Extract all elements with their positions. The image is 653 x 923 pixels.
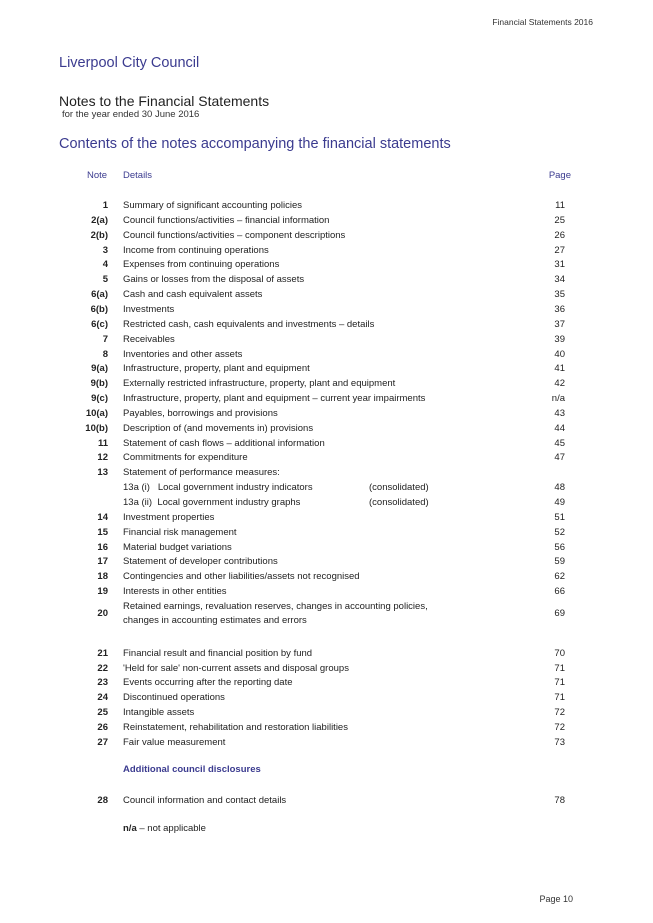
toc-details: Commitments for expenditure bbox=[123, 452, 248, 463]
contents-heading: Contents of the notes accompanying the financial statements bbox=[59, 136, 451, 152]
toc-details: Council information and contact details bbox=[123, 795, 287, 806]
toc-row bbox=[0, 585, 653, 599]
toc-page: 70 bbox=[554, 648, 565, 659]
toc-details: Infrastructure, property, plant and equipment bbox=[123, 363, 310, 374]
toc-page: 41 bbox=[554, 363, 565, 374]
toc-page: 44 bbox=[554, 423, 565, 434]
toc-note-number: 6(c) bbox=[91, 319, 108, 330]
running-header: Financial Statements 2016 bbox=[492, 17, 593, 27]
toc-details: Payables, borrowings and provisions bbox=[123, 408, 278, 419]
toc-sub-qualifier: (consolidated) bbox=[369, 482, 429, 493]
toc-page: 48 bbox=[554, 482, 565, 493]
toc-row bbox=[0, 600, 653, 628]
toc-details: Summary of significant accounting policies bbox=[123, 200, 303, 211]
toc-details: Gains or losses from the disposal of assets bbox=[123, 274, 305, 285]
toc-note-number: 27 bbox=[97, 737, 108, 748]
toc-note-number: 26 bbox=[97, 722, 108, 733]
toc-page: 59 bbox=[554, 556, 565, 567]
toc-page: 43 bbox=[554, 408, 565, 419]
toc-sub-details: 13a (i) Local government industry indicators bbox=[123, 482, 313, 493]
toc-row bbox=[0, 362, 653, 376]
toc-row bbox=[0, 288, 653, 302]
toc-note-number: 25 bbox=[97, 707, 108, 718]
toc-subrow bbox=[0, 496, 653, 510]
toc-details: Income from continuing operations bbox=[123, 245, 269, 256]
toc-page: 45 bbox=[554, 438, 565, 449]
toc-row bbox=[0, 392, 653, 406]
toc-page: 69 bbox=[554, 608, 565, 619]
toc-page: 36 bbox=[554, 304, 565, 315]
toc-note-number: 10(a) bbox=[85, 408, 108, 419]
toc-note-number: 13 bbox=[97, 467, 108, 478]
na-abbreviation: n/a bbox=[123, 823, 137, 834]
toc-details: Fair value measurement bbox=[123, 737, 226, 748]
toc-row bbox=[0, 422, 653, 436]
toc-note-number: 10(b) bbox=[85, 423, 108, 434]
toc-page: 73 bbox=[554, 737, 565, 748]
toc-page: 37 bbox=[554, 319, 565, 330]
toc-page: 51 bbox=[554, 512, 565, 523]
toc-details: Externally restricted infrastructure, property, plant and equipment bbox=[123, 378, 396, 389]
toc-note-number: 2(b) bbox=[90, 230, 108, 241]
toc-page: 47 bbox=[554, 452, 565, 463]
toc-sub-qualifier: (consolidated) bbox=[369, 497, 429, 508]
toc-page: 27 bbox=[554, 245, 565, 256]
toc-page: 78 bbox=[554, 795, 565, 806]
toc-details: Reinstatement, rehabilitation and restoration liabilities bbox=[123, 722, 348, 733]
toc-details: Description of (and movements in) provisions bbox=[123, 423, 314, 434]
column-header-note: Note bbox=[87, 170, 108, 181]
toc-details: Discontinued operations bbox=[123, 692, 225, 703]
toc-note-number: 12 bbox=[97, 452, 108, 463]
toc-note-number: 6(a) bbox=[91, 289, 108, 300]
toc-details: Investments bbox=[123, 304, 175, 315]
toc-page: 42 bbox=[554, 378, 565, 389]
toc-note-number: 1 bbox=[102, 200, 108, 211]
toc-row bbox=[0, 214, 653, 228]
toc-row bbox=[0, 244, 653, 258]
toc-details: Statement of performance measures: bbox=[123, 467, 280, 478]
period-subtitle: for the year ended 30 June 2016 bbox=[62, 109, 200, 120]
toc-row bbox=[0, 437, 653, 451]
document-title: Notes to the Financial Statements bbox=[59, 93, 270, 109]
toc-details: Council functions/activities – financial information bbox=[123, 215, 330, 226]
toc-note-number: 22 bbox=[97, 663, 108, 674]
toc-page: 72 bbox=[554, 722, 565, 733]
toc-row bbox=[0, 526, 653, 540]
toc-note-number: 8 bbox=[102, 349, 108, 360]
toc-page: 11 bbox=[555, 200, 565, 211]
toc-page: 56 bbox=[554, 542, 565, 553]
na-legend bbox=[123, 823, 206, 834]
toc-row bbox=[0, 676, 653, 690]
toc-row bbox=[0, 407, 653, 421]
page-number: Page 10 bbox=[539, 894, 573, 904]
toc-row bbox=[0, 706, 653, 720]
toc-subrow bbox=[0, 481, 653, 495]
toc-note-number: 11 bbox=[97, 438, 108, 449]
toc-note-number: 4 bbox=[102, 259, 108, 270]
toc-row bbox=[0, 691, 653, 705]
toc-note-number: 5 bbox=[102, 274, 108, 285]
toc-details: Intangible assets bbox=[123, 707, 195, 718]
toc-page: 62 bbox=[554, 571, 565, 582]
toc-page: 72 bbox=[554, 707, 565, 718]
toc-page: 49 bbox=[554, 497, 565, 508]
toc-row bbox=[0, 736, 653, 750]
toc-details: Inventories and other assets bbox=[123, 349, 243, 360]
toc-details: Interests in other entities bbox=[123, 586, 227, 597]
toc-details: Contingencies and other liabilities/assets not recognised bbox=[123, 571, 360, 582]
toc-note-number: 7 bbox=[102, 334, 108, 345]
toc-note-number: 21 bbox=[97, 648, 108, 659]
toc-row bbox=[0, 258, 653, 272]
toc-row bbox=[0, 273, 653, 287]
toc-note-number: 14 bbox=[97, 512, 108, 523]
toc-note-number: 2(a) bbox=[91, 215, 108, 226]
toc-note-number: 28 bbox=[97, 795, 108, 806]
toc-row bbox=[0, 794, 653, 808]
toc-row bbox=[0, 377, 653, 391]
toc-note-number: 17 bbox=[97, 556, 108, 567]
toc-page: 71 bbox=[554, 677, 565, 688]
toc-details: Financial result and financial position by fund bbox=[123, 648, 313, 659]
toc-page: 35 bbox=[554, 289, 565, 300]
toc-details: Restricted cash, cash equivalents and investments – details bbox=[123, 319, 375, 330]
toc-page: 25 bbox=[554, 215, 565, 226]
toc-row bbox=[0, 333, 653, 347]
toc-note-number: 20 bbox=[97, 608, 108, 619]
toc-note-number: 18 bbox=[97, 571, 108, 582]
toc-note-number: 6(b) bbox=[90, 304, 108, 315]
toc-row bbox=[0, 451, 653, 465]
toc-row bbox=[0, 199, 653, 213]
toc-row bbox=[0, 721, 653, 735]
toc-page: 26 bbox=[554, 230, 565, 241]
toc-page: 52 bbox=[554, 527, 565, 538]
toc-details: Investment properties bbox=[123, 512, 215, 523]
toc-details: Receivables bbox=[123, 334, 175, 345]
toc-details: 'Held for sale' non-current assets and disposal groups bbox=[123, 663, 349, 674]
toc-details: Statement of cash flows – additional information bbox=[123, 438, 325, 449]
toc-page: 71 bbox=[554, 692, 565, 703]
column-header-page: Page bbox=[548, 170, 571, 181]
toc-note-number: 9(c) bbox=[91, 393, 108, 404]
toc-page: 66 bbox=[554, 586, 565, 597]
toc-row bbox=[0, 541, 653, 555]
toc-page: 34 bbox=[554, 274, 565, 285]
toc-note-number: 23 bbox=[97, 677, 108, 688]
toc-note-number: 16 bbox=[97, 542, 108, 553]
toc-row bbox=[0, 647, 653, 661]
toc-row bbox=[0, 318, 653, 332]
toc-row bbox=[0, 466, 653, 480]
toc-sub-details: 13a (ii) Local government industry graphs bbox=[123, 497, 301, 508]
toc-details: Events occurring after the reporting date bbox=[123, 677, 293, 688]
toc-note-number: 9(a) bbox=[91, 363, 108, 374]
toc-page: 39 bbox=[554, 334, 565, 345]
toc-details: Expenses from continuing operations bbox=[123, 259, 280, 270]
toc-row bbox=[0, 348, 653, 362]
toc-details: Statement of developer contributions bbox=[123, 556, 278, 567]
toc-note-number: 19 bbox=[97, 586, 108, 597]
toc-row bbox=[0, 570, 653, 584]
toc-note-number: 9(b) bbox=[90, 378, 108, 389]
toc-row bbox=[0, 303, 653, 317]
council-name: Liverpool City Council bbox=[59, 55, 200, 71]
toc-details: Infrastructure, property, plant and equipment – current year impairments bbox=[123, 393, 426, 404]
toc-details: Cash and cash equivalent assets bbox=[123, 289, 263, 300]
toc-details: Financial risk management bbox=[123, 527, 237, 538]
toc-note-number: 15 bbox=[97, 527, 108, 538]
toc-details: Material budget variations bbox=[123, 542, 232, 553]
additional-disclosures-heading: Additional council disclosures bbox=[123, 764, 261, 775]
toc-details: Council functions/activities – component descriptions bbox=[123, 230, 346, 241]
toc-page: 71 bbox=[554, 663, 565, 674]
na-description: – not applicable bbox=[136, 823, 206, 834]
toc-note-number: 24 bbox=[97, 692, 108, 703]
toc-row bbox=[0, 229, 653, 243]
toc-page: 31 bbox=[554, 259, 565, 270]
toc-page: n/a bbox=[551, 393, 565, 404]
column-header-details: Details bbox=[123, 170, 153, 181]
toc-note-number: 3 bbox=[102, 245, 108, 256]
toc-page: 40 bbox=[554, 349, 565, 360]
toc-row bbox=[0, 662, 653, 676]
toc-details: Retained earnings, revaluation reserves, changes in accounting policies, changes in accounting estimates and errors bbox=[123, 601, 428, 626]
toc-row bbox=[0, 511, 653, 525]
toc-row bbox=[0, 555, 653, 569]
